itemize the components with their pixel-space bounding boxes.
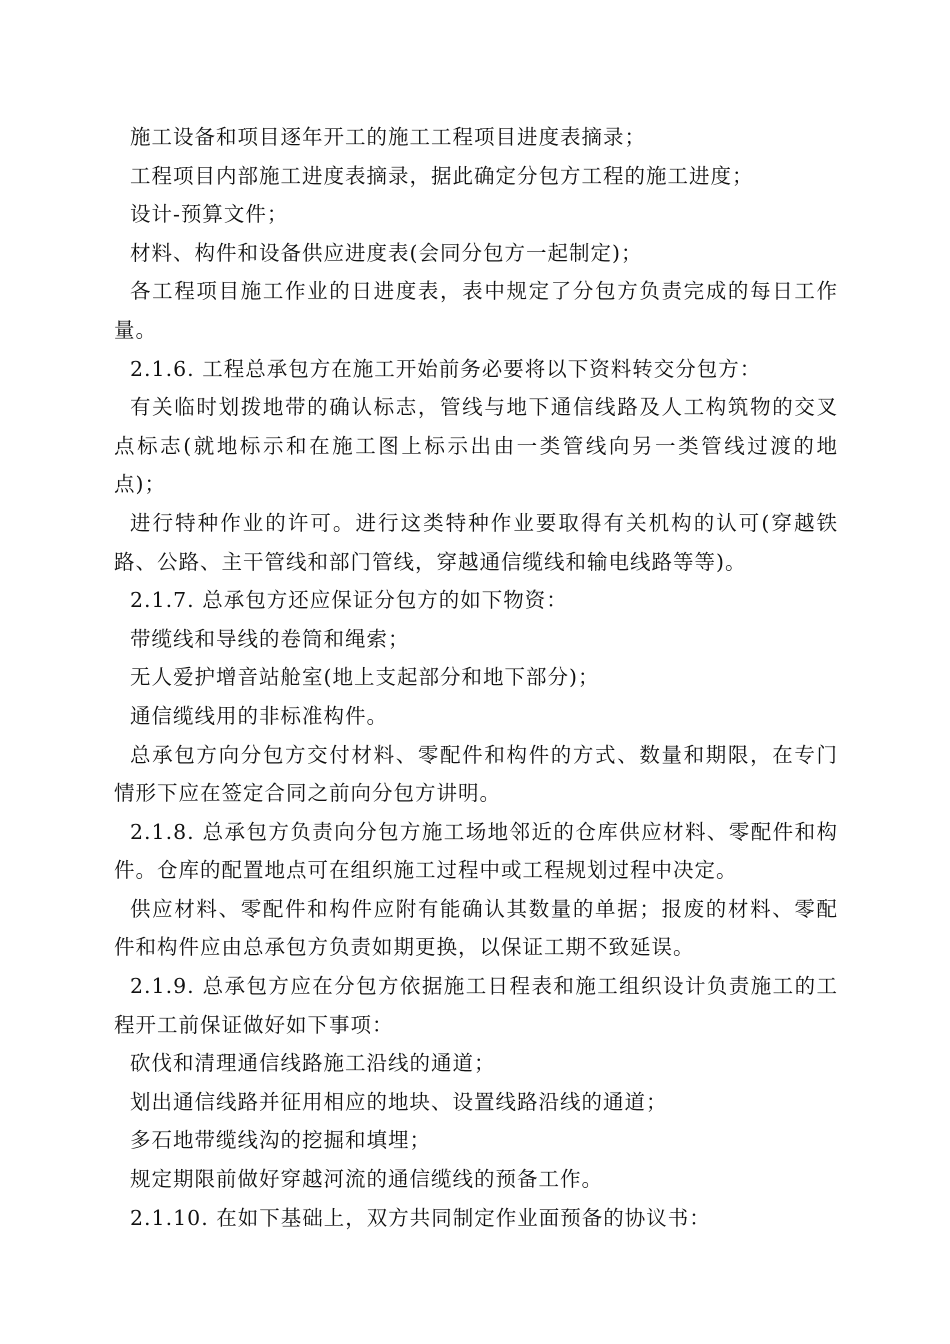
paragraph: 砍伐和清理通信线路施工沿线的通道； [130,1051,496,1076]
paragraph: 带缆线和导线的卷筒和绳索； [130,626,410,651]
section-heading-2-1-7: 2.1.7. 总承包方还应保证分包方的如下物资： [130,588,568,613]
paragraph: 工程项目内部施工进度表摘录，据此确定分包方工程的施工进度； [130,163,754,188]
paragraph: 规定期限前做好穿越河流的通信缆线的预备工作。 [130,1167,603,1192]
paragraph: 有关临时划拨地带的确认标志，管线与地下通信线路及人工构筑物的交叉点标志(就地标示和在施工图上标示出由一类管线向另一类管线过渡的地点)； [114,395,838,497]
paragraph: 总承包方向分包方交付材料、零配件和构件的方式、数量和期限，在专门情形下应在签定合同之前向分包方讲明。 [114,742,838,806]
paragraph: 设计-预算文件； [130,202,289,227]
paragraph: 施工设备和项目逐年开工的施工工程项目进度表摘录； [130,125,646,149]
document-body [114,118,838,1237]
paragraph: 多石地带缆线沟的挖掘和填埋； [130,1128,431,1153]
paragraph: 无人爱护增音站舱室(地上支起部分和地下部分)； [130,665,600,690]
paragraph: 通信缆线用的非标准构件。 [130,703,388,728]
paragraph: 进行特种作业的许可。进行这类特种作业要取得有关机构的认可(穿越铁路、公路、主干管线和部门管线，穿越通信缆线和输电线路等等)。 [114,510,838,574]
paragraph: 材料、构件和设备供应进度表(会同分包方一起制定)； [130,240,643,265]
section-heading-2-1-10: 2.1.10. 在如下基础上，双方共同制定作业面预备的协议书： [130,1205,711,1230]
section-heading-2-1-8: 2.1.8. 总承包方负责向分包方施工场地邻近的仓库供应材料、零配件和构件。仓库的配置地点可在组织施工过程中或工程规划过程中决定。 [114,819,838,883]
paragraph: 各工程项目施工作业的日进度表，表中规定了分包方负责完成的每日工作量。 [114,279,838,342]
section-heading-2-1-9: 2.1.9. 总承包方应在分包方依据施工日程表和施工组织设计负责施工的工程开工前保证做好如下事项： [114,974,838,1037]
section-heading-2-1-6: 2.1.6. 工程总承包方在施工开始前务必要将以下资料转交分包方： [130,356,762,381]
paragraph: 划出通信线路并征用相应的地块、设置线路沿线的通道； [130,1089,668,1114]
paragraph: 供应材料、零配件和构件应附有能确认其数量的单据；报废的材料、零配件和构件应由总承包方负责如期更换，以保证工期不致延误。 [114,896,838,960]
